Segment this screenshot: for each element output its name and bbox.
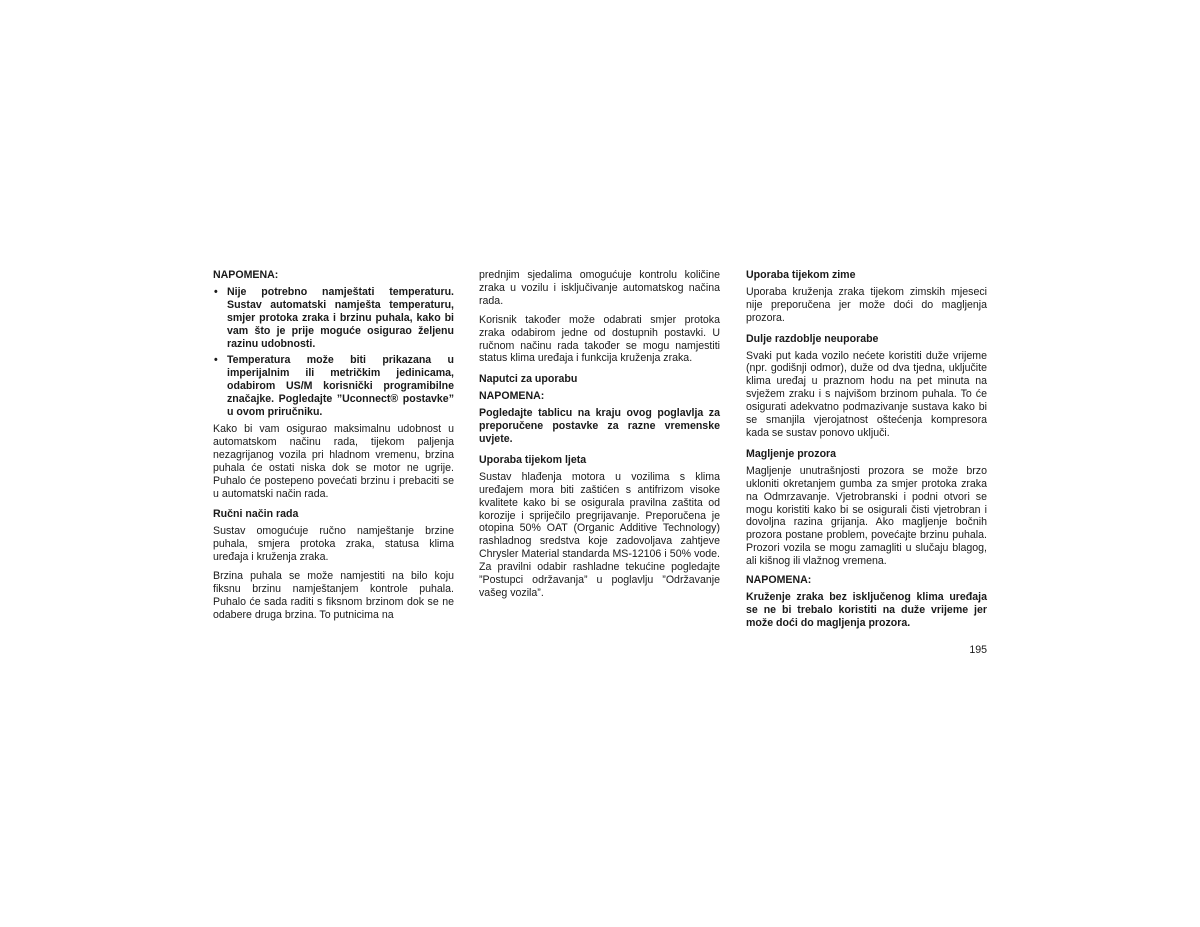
note-heading: NAPOMENA: (479, 390, 545, 403)
note-bullet-text: Temperatura može biti prikazana u imperijalnim ili metričkim jedinicama, odabirom US/M korisnički programibilne značajke. Pogledajte ”Uconnect® postavke” u ovom priručniku. (227, 354, 454, 419)
note-text: Pogledajte tablicu na kraju ovog poglavlja za preporučene postavke za razne vremenske uvjete. (479, 407, 720, 445)
paragraph-auto-mode: Kako bi vam osigurao maksimalnu udobnost u automatskom načinu rada, tijekom paljenja nezagrijanog vozila pri hladnom vremenu, brzina puhala će ostati niska dok se motor ne ugrije. Puhalo će postepeno povećati brzinu i prebaciti se u automatski način rada. (213, 422, 454, 500)
paragraph-winter-use: Uporaba kruženja zraka tijekom zimskih mjeseci nije preporučena jer može doći do magljenja prozora. (746, 285, 987, 324)
paragraph-coolant: Sustav hlađenja motora u vozilima s klima uređajem mora biti zaštićen s antifrizom visoke kvalitete kako bi se osigurala pravilna zaštita od korozije i spriječilo pregrijavanje. Preporučena je otopina 50% OAT (Organic Additive Technology) rashladnog sredstva koje zadovoljava zahtjeve Chrysler Material standarda MS-12106 i 50% vode. Za pravilni odabir rashladne tekućine pogledajte ”Postupci održavanja” u poglavlju ”Održavanje vašeg vozila”. (479, 470, 720, 599)
column-middle (479, 269, 720, 606)
paragraph-window-fogging: Magljenje unutrašnjosti prozora se može brzo ukloniti okretanjem gumba za smjer protoka zraka na Odmrzavanje. Vjetrobranski i podni otvori se mogu koristiti kako bi se osigurali čisti vjetrobran i dovoljna razina grijanja. Ako magljenje bočnih prozora postane problem, povećajte brzinu puhala. Prozori vozila se mogu zamagliti u slučaju blagog, ali kišnog ili vlažnog vremena. (746, 464, 987, 568)
section-heading-vehicle-storage: Dulje razdoblje neuporabe (746, 332, 879, 345)
column-left (213, 269, 454, 628)
paragraph-blower-speed: Brzina puhala se može namjestiti na bilo koju fiksnu brzinu namještanjem kontrole puhala. Puhalo će sada raditi s fiksnom brzinom dok se ne odabere druga brzina. To putnicima na (213, 570, 454, 621)
note-bullet-item (213, 354, 454, 419)
bullet-icon: • (214, 354, 218, 367)
note-bullet-item (213, 286, 454, 351)
section-heading-manual-mode: Ručni način rada (213, 508, 299, 521)
note-heading: NAPOMENA: (213, 269, 279, 281)
paragraph-manual-mode: Sustav omogućuje ručno namještanje brzine puhala, smjera protoka zraka, statusa klima uređaja i kruženja zraka. (213, 525, 454, 564)
paragraph-airflow-direction: Korisnik također može odabrati smjer protoka zraka odabirom jedne od dostupnih postavki. U ručnom načinu rada također se mogu namjestiti status klima uređaja i funkcija kruženja zraka. (479, 313, 720, 365)
page-number: 195 (969, 644, 987, 656)
note-text: Kruženje zraka bez isključenog klima uređaja se ne bi trebalo koristiti na duže vrijeme jer može doći do magljenja prozora. (746, 590, 987, 629)
section-heading-summer-use: Uporaba tijekom ljeta (479, 453, 587, 466)
paragraph-front-seats: prednjim sjedalima omogućuje kontrolu količine zraka u vozilu i isključivanje automatskog načina rada. (479, 269, 720, 307)
note-bullet-text: Nije potrebno namještati temperaturu. Sustav automatski namješta temperaturu, smjer protoka zraka i brzinu puhala, kako bi vam što je prije moguće osigurao željenu razinu udobnosti. (227, 285, 454, 350)
column-right (746, 269, 987, 636)
bullet-icon: • (214, 285, 218, 298)
section-heading-winter-use: Uporaba tijekom zime (746, 269, 856, 281)
section-heading-usage-tips: Naputci za uporabu (479, 373, 578, 386)
paragraph-vehicle-storage: Svaki put kada vozilo nećete koristiti duže vrijeme (npr. godišnji odmor), duže od dva tjedna, uključite klima uređaj u praznom hodu na pet minuta na svježem zraku i s najvišom brzinom puhala. To će osigurati adekvatno podmazivanje sustava kako bi se smanjila vjerojatnost oštećenja kompresora kada se sustav ponovo uključi. (746, 349, 987, 439)
note-heading: NAPOMENA: (746, 574, 812, 587)
section-heading-window-fogging: Magljenje prozora (746, 447, 837, 460)
note-bullet-list (213, 286, 454, 419)
